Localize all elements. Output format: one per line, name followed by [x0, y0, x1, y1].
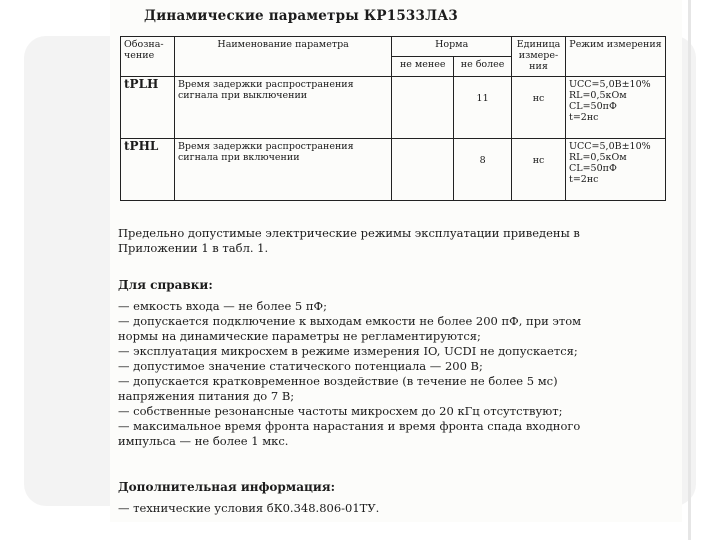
- scanned-page: [110, 0, 682, 522]
- header-norm: Норма: [392, 37, 512, 57]
- page-title: Динамические параметры КР1533ЛА3: [144, 8, 459, 24]
- mode-supply: UCC=5,0В±10%: [569, 79, 651, 90]
- mode-load-capacitance: CL=50пФ: [569, 101, 617, 112]
- row-unit: нс: [512, 77, 566, 139]
- mode-edge-time: t=2нс: [569, 174, 599, 185]
- row-min: [392, 139, 454, 201]
- reference-line: — собственные резонансные частоты микросхем до 20 кГц отсутствуют;: [118, 404, 563, 418]
- additional-info-heading: Дополнительная информация:: [118, 480, 336, 494]
- row-max: 8: [454, 139, 512, 201]
- mode-edge-time: t=2нс: [569, 112, 599, 123]
- slide-edge-strip: [688, 0, 691, 540]
- row-parameter-name: Время задержки распространения сигнала при выключении: [174, 77, 391, 139]
- row-measurement-mode: [566, 139, 666, 201]
- row-max: 11: [454, 77, 512, 139]
- header-measurement-mode: Режим измерения: [566, 37, 666, 77]
- additional-info-section: [118, 480, 674, 516]
- table-row: [121, 77, 666, 139]
- header-max: не более: [454, 57, 512, 77]
- reference-heading: Для справки:: [118, 278, 213, 292]
- table-row: [121, 139, 666, 201]
- row-measurement-mode: [566, 77, 666, 139]
- reference-section: [118, 278, 674, 449]
- mode-load-resistance: RL=0,5кОм: [569, 152, 627, 163]
- additional-info-line: — технические условия бК0.348.806-01ТУ.: [118, 501, 380, 515]
- limits-note-line: Приложении 1 в табл. 1.: [118, 241, 269, 255]
- reference-line: — допускается кратковременное воздействие (в течение не более 5 мс): [118, 374, 558, 388]
- header-min: не менее: [392, 57, 454, 77]
- row-min: [392, 77, 454, 139]
- parameters-table: [120, 36, 666, 201]
- limits-note-line: Предельно допустимые электрические режимы эксплуатации приведены в: [118, 226, 580, 240]
- reference-line: — эксплуатация микросхем в режиме измерения IO, UCDI не допускается;: [118, 344, 578, 358]
- reference-line: напряжения питания до 7 В;: [118, 389, 295, 403]
- row-parameter-name: Время задержки распространения сигнала при включении: [174, 139, 391, 201]
- row-symbol: tPHL: [121, 139, 175, 201]
- reference-line: — емкость входа — не более 5 пФ;: [118, 299, 327, 313]
- reference-line: импульса — не более 1 мкс.: [118, 434, 289, 448]
- mode-load-resistance: RL=0,5кОм: [569, 90, 627, 101]
- mode-supply: UCC=5,0В±10%: [569, 141, 651, 152]
- header-parameter-name: Наименование параметра: [174, 37, 391, 77]
- header-symbol: Обозна- чение: [121, 37, 175, 77]
- reference-line: — максимальное время фронта нарастания и время фронта спада входного: [118, 419, 581, 433]
- reference-line: нормы на динамические параметры не регламентируются;: [118, 329, 481, 343]
- row-symbol: tPLH: [121, 77, 175, 139]
- limits-note: [118, 226, 674, 256]
- table-header-row: [121, 37, 666, 57]
- reference-line: — допустимое значение статического потенциала — 200 В;: [118, 359, 483, 373]
- mode-load-capacitance: CL=50пФ: [569, 163, 617, 174]
- reference-line: — допускается подключение к выходам емкости не более 200 пФ, при этом: [118, 314, 582, 328]
- header-unit: Единица измере- ния: [512, 37, 566, 77]
- row-unit: нс: [512, 139, 566, 201]
